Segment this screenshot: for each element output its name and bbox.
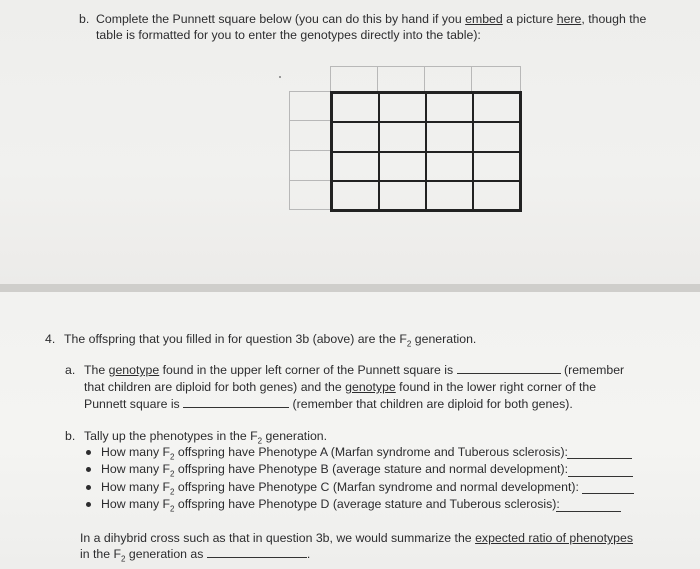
phenotype-d-question	[101, 496, 560, 513]
q4b-label: b.	[65, 429, 76, 443]
question-text: offspring have Phenotype B (average stature and normal development):	[174, 462, 568, 476]
bullet-icon	[86, 450, 91, 455]
phenotype-a-question	[101, 444, 568, 461]
subscript: 2	[406, 339, 412, 349]
punnett-cell[interactable]	[379, 122, 426, 151]
punnett-cell[interactable]	[426, 181, 473, 210]
q4-text	[64, 331, 476, 348]
punnett-cell[interactable]	[379, 181, 426, 210]
subscript: 2	[170, 452, 175, 462]
question-text: How many F	[101, 462, 171, 476]
q4b-intro	[84, 428, 327, 445]
q4-text-part: generation.	[411, 332, 477, 346]
question-text: offspring have Phenotype A (Marfan syndrome and Tuberous sclerosis):	[174, 445, 568, 459]
genotype-link[interactable]: genotype	[345, 380, 396, 394]
q4a-line-2	[84, 379, 596, 396]
guide-cell[interactable]	[289, 91, 331, 121]
phenotype-c-question	[101, 479, 579, 496]
part-b-text: , though the	[581, 12, 647, 26]
embed-link[interactable]: embed	[465, 12, 503, 26]
question-text: How many F	[101, 497, 171, 511]
part-b-text: Complete the Punnett square below (you can do this by hand if you	[96, 12, 466, 26]
subscript: 2	[170, 487, 175, 497]
q4a-line-3	[84, 396, 573, 413]
punnett-cell[interactable]	[426, 93, 473, 122]
answer-blank-phenotype-b[interactable]	[568, 465, 633, 477]
part-b-line-1	[96, 11, 646, 28]
answer-blank-upper-left[interactable]	[457, 362, 561, 374]
answer-blank-ratio[interactable]	[207, 546, 307, 558]
bullet-icon	[86, 485, 91, 490]
q4a-text: found in the lower right corner of the	[395, 380, 597, 394]
subscript: 2	[170, 504, 175, 514]
punnett-cell[interactable]	[332, 93, 379, 122]
part-b-line-2: table is formatted for you to enter the genotypes directly into the table):	[96, 28, 481, 42]
guide-cell[interactable]	[289, 150, 331, 181]
guide-cell[interactable]	[289, 120, 331, 151]
punnett-cell[interactable]	[379, 93, 426, 122]
q4b-text: Tally up the phenotypes in the F	[84, 429, 258, 443]
q4b-text: generation.	[262, 429, 328, 443]
page-gap	[0, 284, 700, 292]
question-text: offspring have Phenotype C (Marfan syndrome and normal development):	[174, 480, 579, 494]
q4a-label: a.	[65, 363, 76, 377]
guide-cell[interactable]	[289, 180, 331, 210]
summary-line-1	[80, 530, 633, 547]
q4a-text: that children are diploid for both genes) and the	[84, 380, 346, 394]
stray-mark	[279, 76, 281, 78]
expected-ratio-link[interactable]: expected ratio of phenotypes	[475, 531, 633, 545]
phenotype-b-question	[101, 461, 568, 478]
q4a-text: (remember that children are diploid for both genes).	[289, 397, 573, 411]
punnett-cell[interactable]	[426, 152, 473, 181]
punnett-cell[interactable]	[426, 122, 473, 151]
guide-cell[interactable]	[330, 66, 378, 92]
q4a-text: (remember	[560, 363, 625, 377]
answer-blank-phenotype-c[interactable]	[582, 482, 634, 494]
here-link[interactable]: here	[556, 12, 582, 26]
period: .	[306, 547, 311, 561]
q4a-text: The	[84, 363, 109, 377]
q4a-line-1	[84, 362, 624, 379]
q4a-text: found in the upper left corner of the Punnett square is	[159, 363, 457, 377]
question-text: How many F	[101, 480, 171, 494]
subscript: 2	[121, 554, 126, 564]
genotype-link[interactable]: genotype	[108, 363, 160, 377]
punnett-cell[interactable]	[332, 181, 379, 210]
punnett-cell[interactable]	[473, 93, 520, 122]
punnett-cell[interactable]	[332, 152, 379, 181]
guide-cell[interactable]	[471, 66, 521, 92]
answer-blank-phenotype-a[interactable]	[567, 447, 632, 459]
answer-blank-lower-right[interactable]	[183, 396, 289, 408]
answer-blank-phenotype-d[interactable]	[556, 500, 621, 512]
bullet-icon	[86, 467, 91, 472]
part-b-label: b.	[79, 12, 90, 26]
q4a-text: Punnett square is	[84, 397, 184, 411]
guide-cell[interactable]	[424, 66, 472, 92]
summary-text: generation as	[125, 547, 204, 561]
summary-text: in the F	[80, 547, 122, 561]
question-text: How many F	[101, 445, 171, 459]
punnett-square	[330, 91, 522, 212]
q4-text-part: The offspring that you filled in for question 3b (above) are the F	[64, 332, 407, 346]
subscript: 2	[170, 469, 175, 479]
guide-cell[interactable]	[377, 66, 425, 92]
q4-number: 4.	[45, 332, 56, 346]
part-b-text: a picture	[502, 12, 557, 26]
summary-text: In a dihybrid cross such as that in question 3b, we would summarize the	[80, 531, 476, 545]
bullet-icon	[86, 502, 91, 507]
summary-line-2	[80, 546, 310, 563]
punnett-cell[interactable]	[473, 181, 520, 210]
question-text: offspring have Phenotype D (average stature and Tuberous sclerosis):	[174, 497, 560, 511]
punnett-cell[interactable]	[473, 152, 520, 181]
punnett-cell[interactable]	[379, 152, 426, 181]
punnett-cell[interactable]	[473, 122, 520, 151]
punnett-cell[interactable]	[332, 122, 379, 151]
subscript: 2	[257, 436, 263, 446]
